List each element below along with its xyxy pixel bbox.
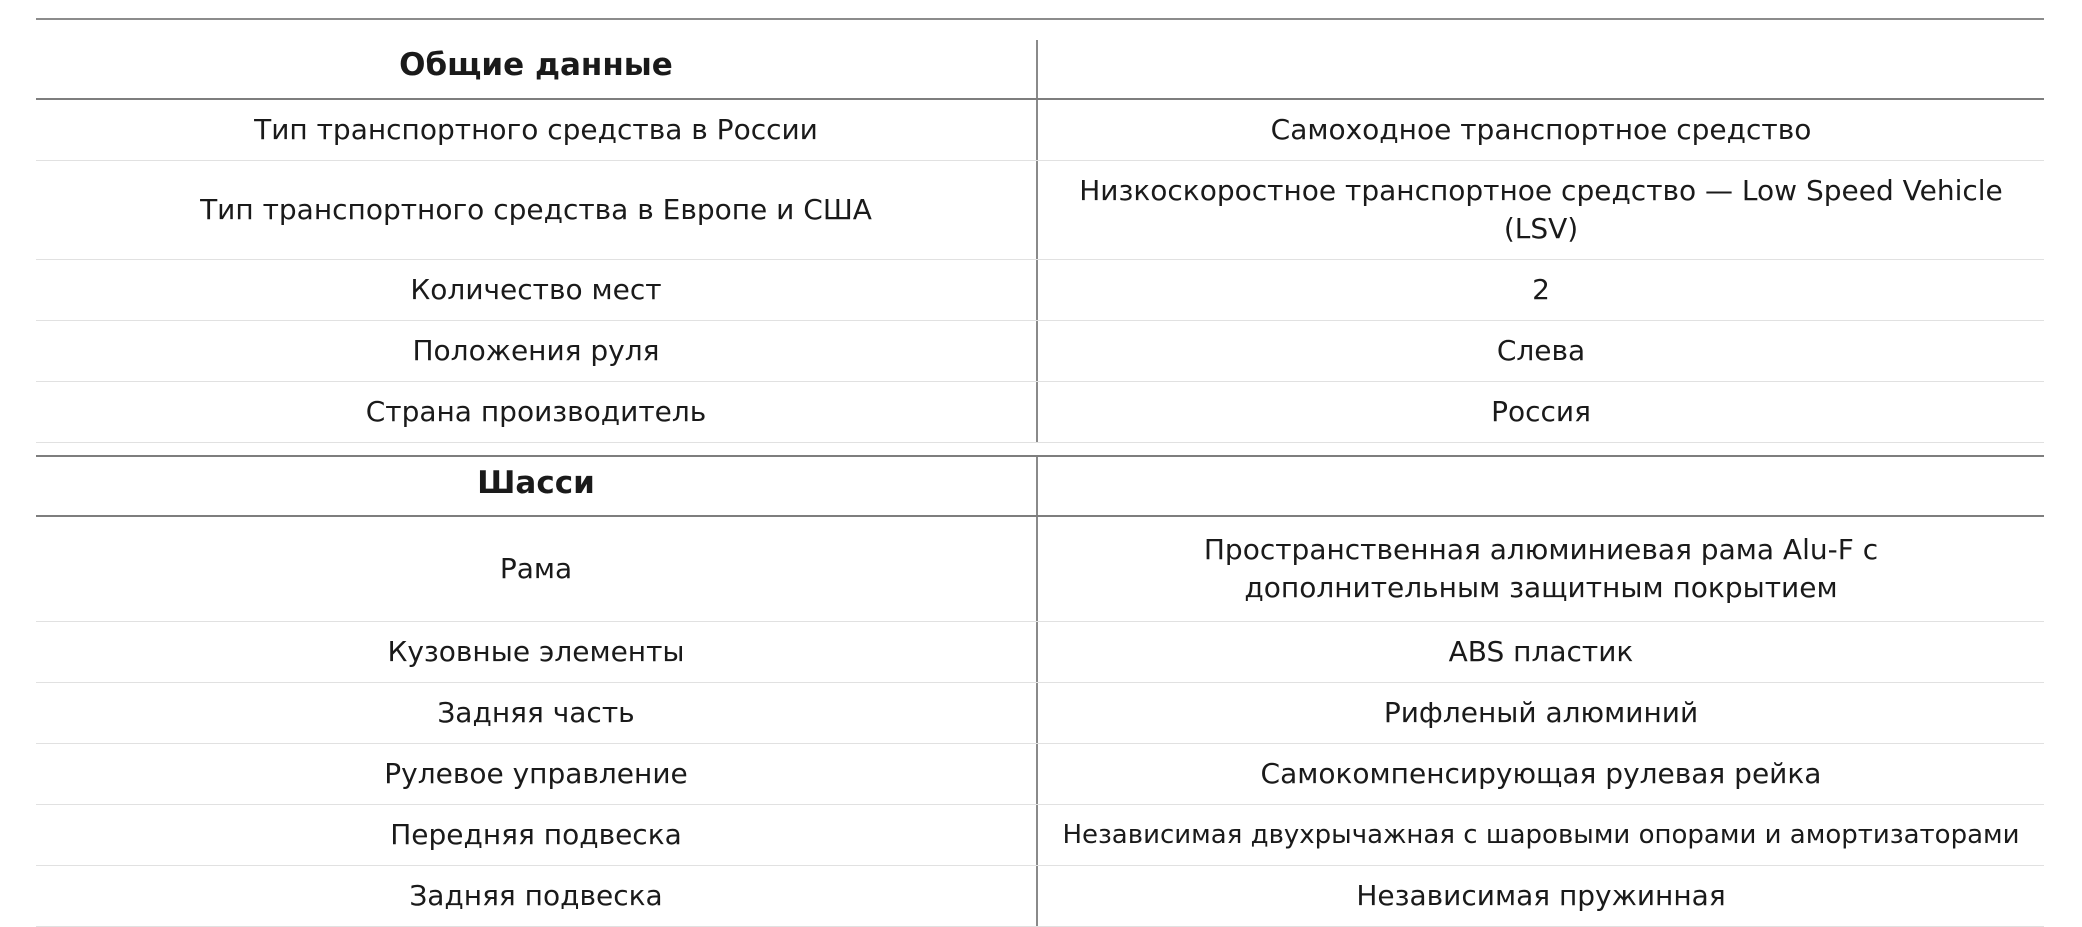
table-row <box>36 744 2044 805</box>
row-value: Самоходное транспортное средство <box>1270 113 1812 146</box>
row-value: Россия <box>1491 395 1591 428</box>
row-value: 2 <box>1532 273 1550 306</box>
spec-table <box>36 18 2044 927</box>
row-label: Количество мест <box>36 260 1038 320</box>
table-row <box>36 805 2044 866</box>
section-header <box>36 455 2044 517</box>
table-row <box>36 382 2044 443</box>
section-chassis <box>36 455 2044 927</box>
row-label: Положения руля <box>36 321 1038 381</box>
row-label: Передняя подвеска <box>36 805 1038 865</box>
table-row <box>36 321 2044 382</box>
section-general <box>36 40 2044 443</box>
top-divider <box>36 18 2044 20</box>
table-row <box>36 622 2044 683</box>
table-row <box>36 100 2044 161</box>
row-label: Кузовные элементы <box>36 622 1038 682</box>
row-label: Рама <box>36 517 1038 621</box>
section-title: Шасси <box>36 457 1038 515</box>
row-label: Задняя часть <box>36 683 1038 743</box>
row-label: Тип транспортного средства в России <box>36 100 1038 160</box>
row-value: Независимая пружинная <box>1356 879 1726 912</box>
section-header-empty <box>1038 475 2044 497</box>
table-row <box>36 161 2044 260</box>
table-row <box>36 866 2044 927</box>
row-value: Самокомпенсирующая рулевая рейка <box>1260 757 1822 790</box>
row-label: Тип транспортного средства в Европе и США <box>36 161 1038 259</box>
row-label: Страна производитель <box>36 382 1038 442</box>
row-value: Рифленый алюминий <box>1383 696 1699 729</box>
section-header-empty <box>1038 58 2044 80</box>
row-value: Пространственная алюминиевая рама Alu-F с дополнительным защитным покрытием <box>1203 533 1879 604</box>
table-row <box>36 683 2044 744</box>
row-value: Независимая двухрычажная с шаровыми опорами и амортизаторами <box>1062 820 2020 850</box>
table-row <box>36 260 2044 321</box>
section-title: Общие данные <box>36 40 1038 98</box>
row-label: Рулевое управление <box>36 744 1038 804</box>
row-label: Задняя подвеска <box>36 866 1038 926</box>
row-value: Низкоскоростное транспортное средство — Low Speed Vehicle (LSV) <box>1079 174 2003 245</box>
table-row <box>36 517 2044 622</box>
row-value: Слева <box>1496 334 1586 367</box>
section-header <box>36 40 2044 100</box>
row-value: ABS пластик <box>1448 635 1634 668</box>
